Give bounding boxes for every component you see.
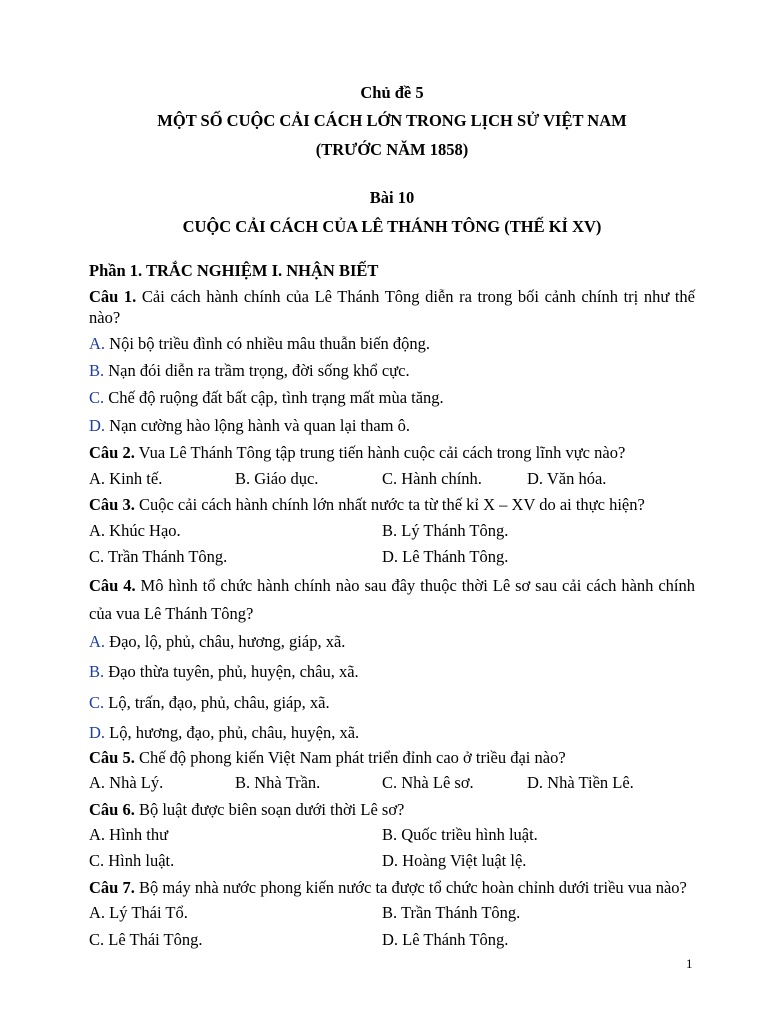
question-2-text: Vua Lê Thánh Tông tập trung tiến hành cuộc cải cách trong lĩnh vực nào? [134, 443, 626, 463]
question-5-label: Câu 5. [89, 747, 135, 767]
question-4 [89, 572, 695, 626]
question-4-option-c [89, 692, 695, 713]
question-3-option-c: C. Trần Thánh Tông. [89, 547, 228, 566]
question-4-label: Câu 4. [89, 576, 136, 596]
question-7-options-row-2 [89, 929, 695, 950]
question-4-option-d [89, 722, 695, 743]
question-7-options-row-1 [89, 902, 695, 923]
question-6-label: Câu 6. [89, 799, 135, 819]
question-3 [89, 494, 695, 515]
topic-title: MỘT SỐ CUỘC CẢI CÁCH LỚN TRONG LỊCH SỬ VIỆT NAM [157, 111, 627, 131]
question-2 [89, 442, 695, 463]
question-7-label: Câu 7. [89, 877, 135, 897]
question-5-options [89, 772, 695, 793]
question-4-option-b [89, 661, 695, 682]
option-text: Chế độ ruộng đất bất cập, tình trạng mất mùa tăng. [104, 388, 444, 408]
question-7-option-b: B. Trần Thánh Tông. [382, 903, 521, 923]
question-5-option-b: B. Nhà Trần. [235, 773, 321, 793]
question-6-option-b: B. Quốc triều hình luật. [382, 824, 538, 844]
question-3-label: Câu 3. [89, 495, 135, 515]
option-letter: B. [89, 360, 105, 380]
question-6-option-d: D. Hoàng Việt luật lệ. [382, 851, 527, 871]
question-5-option-a: A. Nhà Lý. [89, 773, 164, 793]
option-letter: D. [89, 415, 106, 435]
option-letter: D. [89, 723, 106, 743]
lesson-title: CUỘC CẢI CÁCH CỦA LÊ THÁNH TÔNG (THẾ KỈ XV) [182, 216, 602, 236]
page-number: 1 [686, 956, 693, 971]
question-1-option-a [89, 333, 695, 354]
question-7-option-d: D. Lê Thánh Tông. [382, 929, 509, 949]
question-7-text: Bộ máy nhà nước phong kiến nước ta được tổ chức hoàn chỉnh dưới triều vua nào? [134, 877, 687, 897]
question-6-option-c: C. Hình luật. [89, 851, 175, 871]
question-7-option-a: A. Lý Thái Tổ. [89, 903, 188, 923]
option-text: Lộ, trấn, đạo, phủ, châu, giáp, xã. [104, 692, 330, 712]
question-7-option-c: C. Lê Thái Tông. [89, 929, 203, 949]
question-1-option-d [89, 415, 695, 436]
question-1 [89, 286, 695, 329]
option-letter: C. [89, 388, 105, 408]
question-7 [89, 877, 695, 898]
question-2-option-c: C. Hành chính. [382, 468, 482, 488]
topic-period: (TRƯỚC NĂM 1858) [315, 139, 469, 159]
question-2-options [89, 468, 695, 489]
question-3-option-a: A. Khúc Hạo. [89, 520, 181, 540]
lesson-label: Bài 10 [369, 188, 415, 208]
question-1-option-c [89, 387, 695, 408]
option-letter: B. [89, 662, 105, 682]
question-2-label: Câu 2. [89, 443, 135, 463]
question-3-options-row-2 [89, 546, 695, 567]
question-5 [89, 747, 695, 768]
question-6-options-row-2 [89, 850, 695, 871]
option-letter: C. [89, 692, 105, 712]
option-text: Đạo thừa tuyên, phủ, huyện, châu, xã. [104, 662, 359, 682]
option-text: Nạn đói diễn ra trầm trọng, đời sống khổ cực. [104, 360, 410, 380]
question-5-option-c: C. Nhà Lê sơ. [382, 773, 474, 793]
option-text: Lộ, hương, đạo, phủ, châu, huyện, xã. [105, 723, 360, 743]
part-heading: Phần 1. TRẮC NGHIỆM I. NHẬN BIẾT [89, 261, 379, 281]
question-6 [89, 799, 695, 820]
document-page [89, 82, 695, 955]
option-text: Nạn cường hào lộng hành và quan lại tham ô. [105, 415, 411, 435]
option-letter: A. [89, 333, 106, 353]
question-2-option-a: A. Kinh tế. [89, 468, 163, 488]
question-2-option-b: B. Giáo dục. [235, 468, 319, 488]
question-6-option-a: A. Hình thư [89, 824, 169, 844]
question-3-text: Cuộc cải cách hành chính lớn nhất nước ta từ thế kỉ X – XV do ai thực hiện? [134, 495, 645, 515]
question-2-option-d: D. Văn hóa. [527, 468, 607, 488]
question-6-options-row-1 [89, 824, 695, 845]
question-3-option-d: D. Lê Thánh Tông. [382, 547, 509, 566]
question-3-option-b: B. Lý Thánh Tông. [382, 520, 509, 540]
question-1-text: Cải cách hành chính của Lê Thánh Tông diễn ra trong bối cảnh chính trị như thế nào? [89, 286, 696, 328]
question-4-text: Mô hình tổ chức hành chính nào sau đây thuộc thời Lê sơ sau cải cách hành chính của vua Lê Thánh Tông? [89, 576, 695, 623]
question-1-label: Câu 1. [89, 286, 137, 306]
question-5-option-d: D. Nhà Tiền Lê. [527, 773, 634, 793]
option-text: Đạo, lộ, phủ, châu, hương, giáp, xã. [105, 631, 346, 651]
question-5-text: Chế độ phong kiến Việt Nam phát triển đỉnh cao ở triều đại nào? [134, 747, 566, 767]
question-6-text: Bộ luật được biên soạn dưới thời Lê sơ? [134, 799, 405, 819]
question-1-option-b [89, 360, 695, 381]
option-letter: A. [89, 631, 106, 651]
question-4-option-a [89, 631, 695, 652]
topic-label: Chủ đề 5 [360, 83, 424, 102]
question-3-options-row-1 [89, 520, 695, 541]
option-text: Nội bộ triều đình có nhiều mâu thuẫn biến động. [105, 333, 430, 353]
